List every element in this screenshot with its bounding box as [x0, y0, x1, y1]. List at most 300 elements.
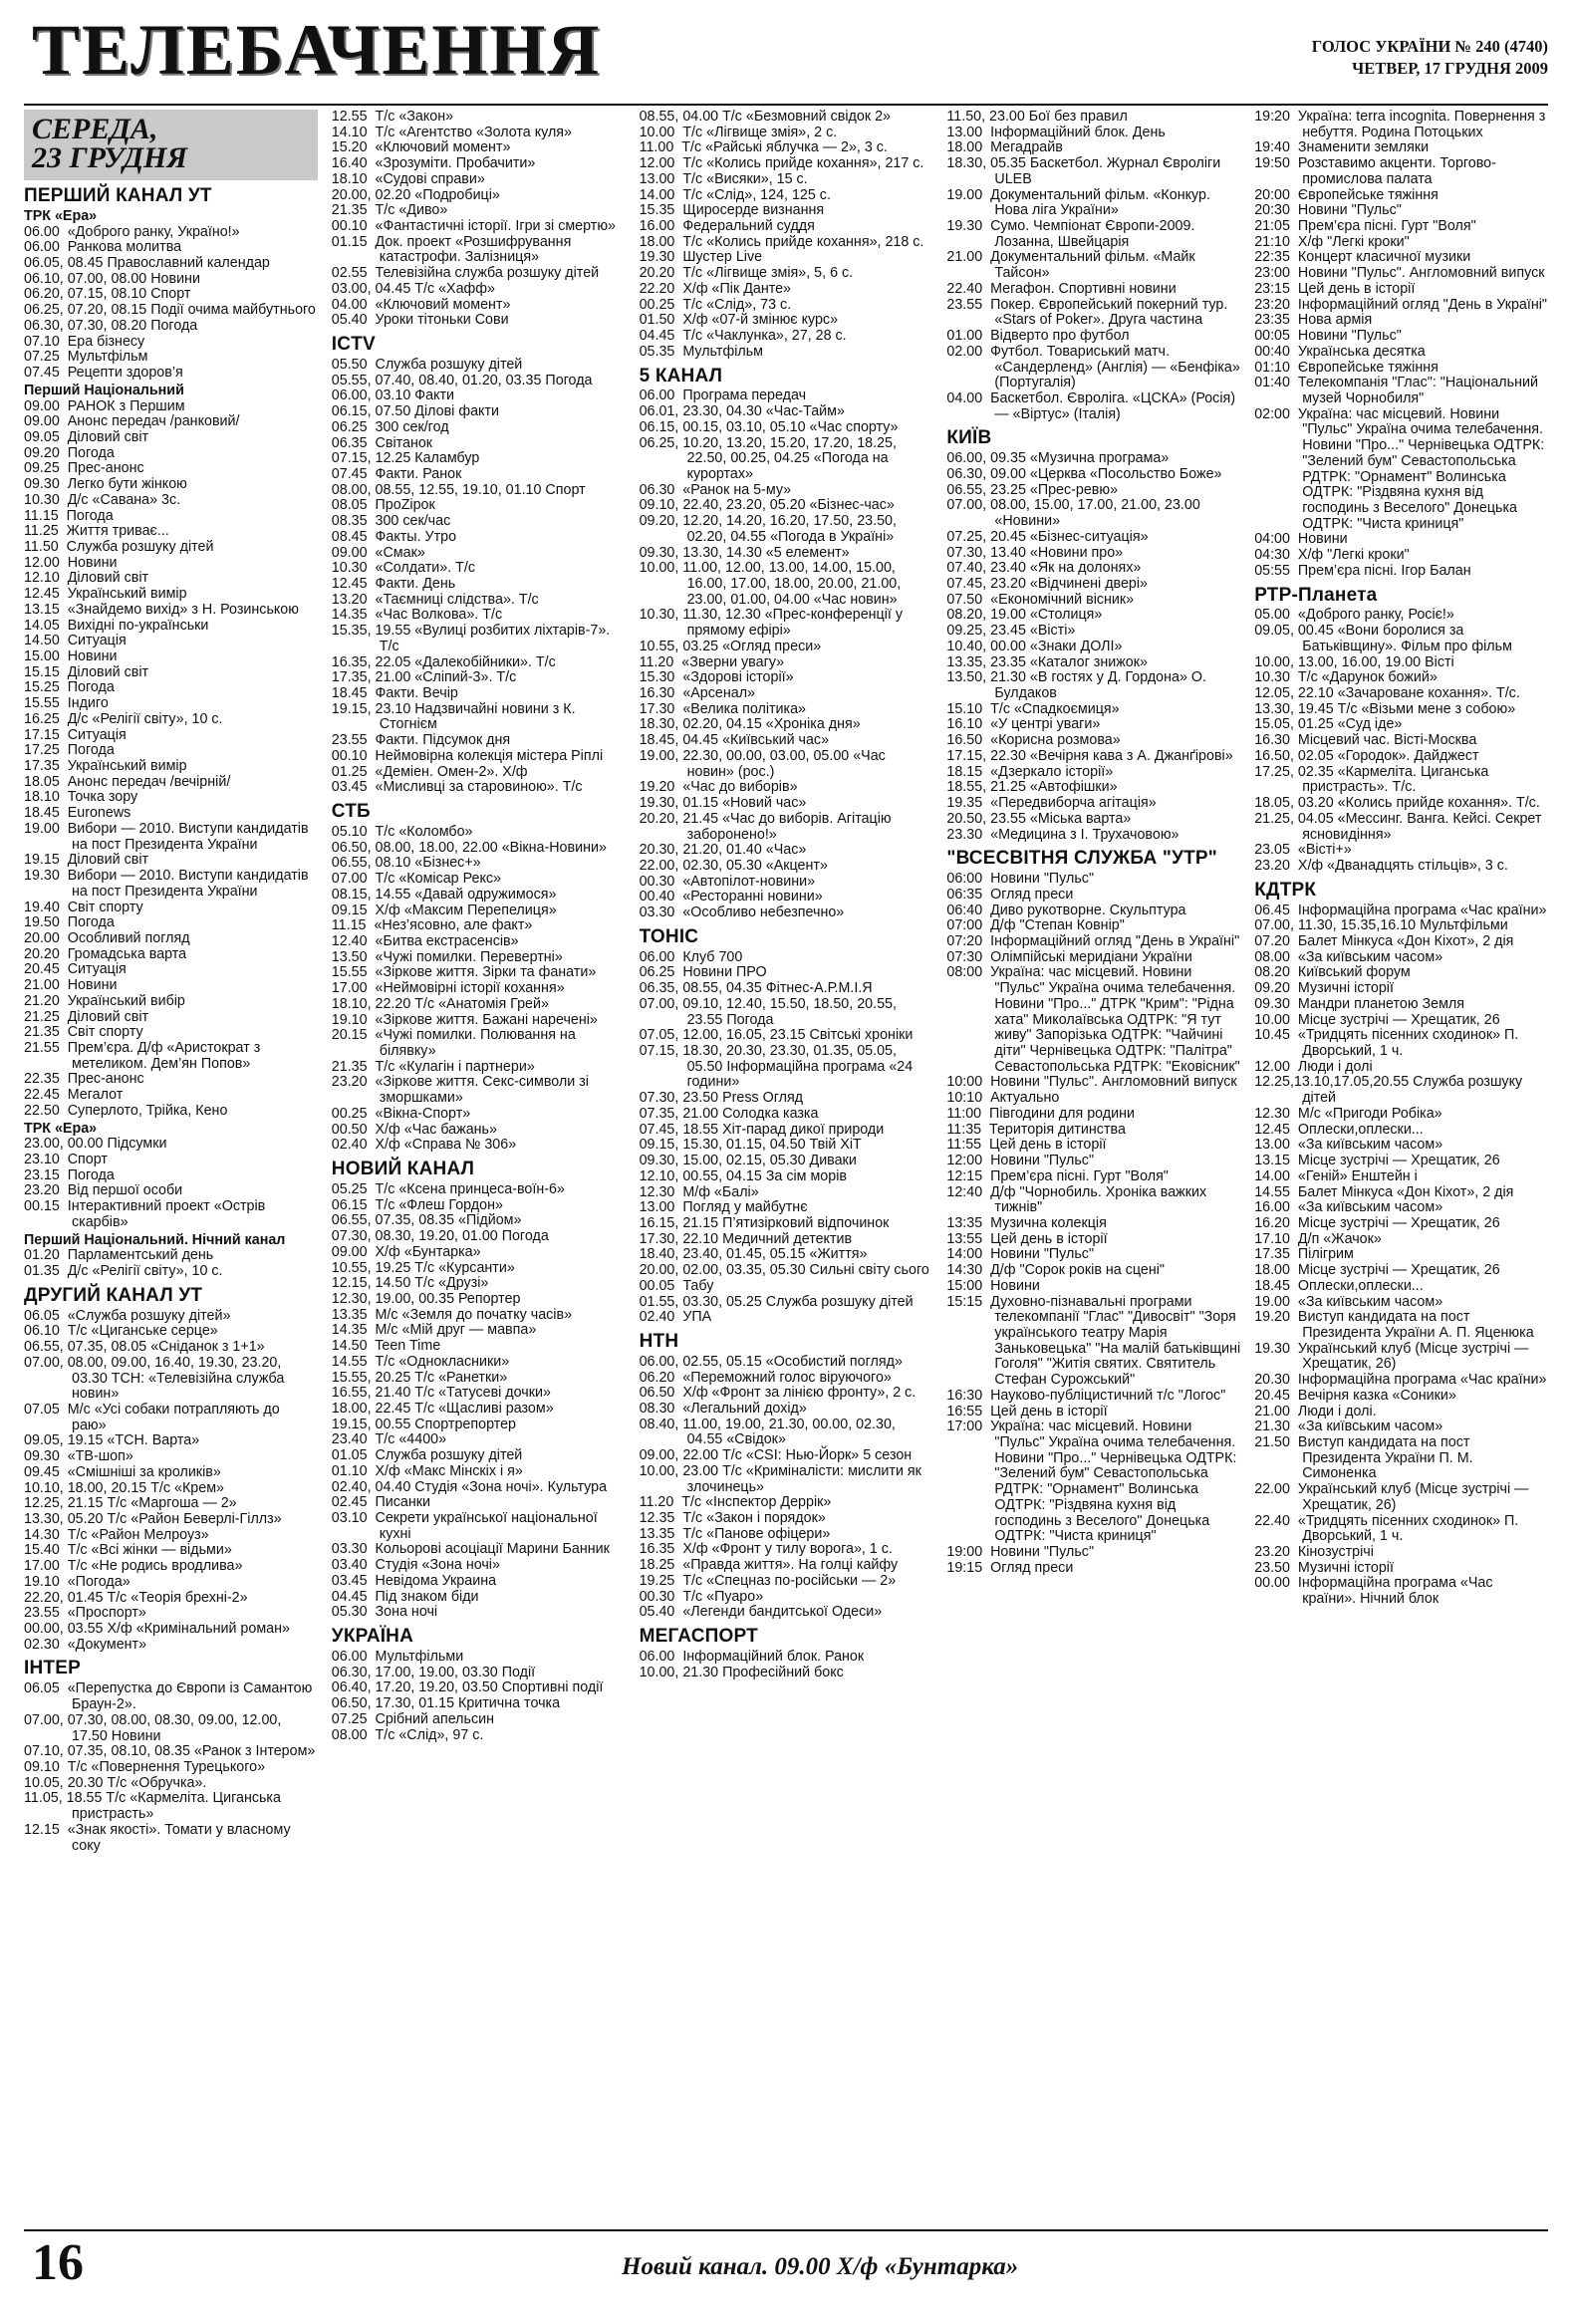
programme-entry: 04.00 «Ключовий момент» — [331, 296, 511, 313]
programme-entry: 09.25, 23.45 «Вісті» — [946, 623, 1076, 640]
programme-entry: 21.55 Прем’єра. Д/ф «Аристократ з метеликом. Дем’ян Попов» — [24, 1039, 265, 1072]
channel-heading: ДРУГИЙ КАНАЛ УТ — [24, 1284, 203, 1306]
channel-subheading: ТРК «Ера» — [24, 207, 98, 224]
programme-entry: 03.30 Кольорові асоціації Марини Банник — [331, 1541, 610, 1558]
programme-entry: 19:15 Огляд преси — [946, 1559, 1074, 1576]
programme-entry: 17.25, 02.35 «Кармеліта. Циганська пристрасть». Т/с. — [1254, 763, 1493, 796]
programme-entry: 12:00 Новини "Пульс" — [946, 1153, 1095, 1169]
column-body — [640, 110, 933, 1680]
programme-entry: 19.15, 00.55 Спортрепортер — [331, 1416, 516, 1432]
programme-entry: 05.55, 07.40, 08.40, 01.20, 03.35 Погода — [331, 372, 593, 388]
programme-entry: 12.30 М/с «Пригоди Робіка» — [1254, 1105, 1442, 1122]
programme-entry: 23:35 Нова армія — [1254, 312, 1373, 329]
listing-column-5 — [1254, 110, 1548, 2221]
programme-entry: 02.45 Писанки — [331, 1494, 431, 1511]
programme-entry: 07.00, 09.10, 12.40, 15.50, 18.50, 20.55, 23.55 Погода — [639, 995, 901, 1028]
programme-entry: 06:40 Диво рукотворне. Скульптура — [946, 902, 1186, 918]
programme-entry: 06.05 «Перепустка до Європи із Самантою Браун-2». — [24, 1680, 317, 1713]
programme-entry: 10.05, 20.30 Т/с «Обручка». — [24, 1774, 207, 1791]
programme-entry: 15.00 Новини — [24, 648, 118, 665]
programme-entry: 06.25 Новини ПРО — [639, 964, 767, 981]
programme-entry: 19.15, 23.10 Надзвичайні новини з К. Стогнієм — [331, 700, 580, 733]
programme-entry: 07.25 Мультфільм — [24, 349, 148, 366]
programme-entry: 06.00 Інформаційний блок. Ранок — [639, 1648, 865, 1665]
programme-entry: 06.50, 08.00, 18.00, 22.00 «Вікна-Новини» — [331, 839, 607, 856]
programme-entry: 01:40 Телекомпанія "Глас": "Національний музей Чорнобиля" — [1254, 375, 1542, 406]
programme-entry: 12.05, 22.10 «Зачароване кохання». Т/с. — [1254, 685, 1520, 702]
programme-entry: 19.30 Шустер Live — [639, 249, 763, 266]
programme-entry: 06.30, 17.00, 19.00, 03.30 Події — [331, 1664, 536, 1680]
programme-entry: 19:20 Україна: terra incognita. Повернення з небуття. Родина Потоцьких — [1254, 109, 1550, 140]
programme-entry: 01:10 Європейське тяжіння — [1254, 359, 1439, 376]
channel-heading: "ВСЕСВІТНЯ СЛУЖБА "УТР" — [946, 848, 1217, 870]
programme-entry: 07.15, 18.30, 20.30, 23.30, 01.35, 05.05, 05.50 Інформаційна програма «24 години» — [639, 1043, 917, 1091]
programme-entry: 11.20 «Зверни увагу» — [639, 653, 785, 670]
page-number: 16 — [32, 2234, 84, 2291]
programme-entry: 18.30, 02.20, 04.15 «Хроніка дня» — [639, 716, 861, 733]
programme-entry: 15.20 «Ключовий момент» — [331, 139, 511, 156]
programme-entry: 16.35, 22.05 «Далекобійники». Т/с — [331, 653, 556, 670]
programme-entry: 23.05 «Вісті+» — [1254, 842, 1352, 859]
programme-entry: 09.45 «Смішніші за кроликів» — [24, 1463, 221, 1480]
programme-entry: 13.15 «Знайдемо вихід» з Н. Розинською — [24, 601, 299, 618]
programme-entry: 08.30 «Легальний дохід» — [639, 1401, 807, 1418]
programme-entry: 07.30, 23.50 Press Огляд — [639, 1090, 804, 1107]
programme-entry: 08.45 Факты. Утро — [331, 528, 457, 545]
programme-entry: 15.35, 19.55 «Вулиці розбитих ліхтарів-7». Т/с — [331, 623, 615, 654]
programme-entry: 15.15 Діловий світ — [24, 663, 149, 680]
programme-entry: 06.35, 08.55, 04.35 Фітнес-А.Р.М.І.Я — [639, 980, 873, 997]
issue-date: ЧЕТВЕР, 17 ГРУДНЯ 2009 — [1352, 59, 1548, 79]
programme-entry: 09.00, 22.00 Т/с «CSI: Нью-Йорк» 5 сезон — [639, 1447, 913, 1464]
programme-entry: 13.30, 19.45 Т/с «Візьми мене з собою» — [1254, 700, 1516, 717]
programme-entry: 08.40, 11.00, 19.00, 21.30, 00.00, 02.30, 04.55 «Свідок» — [639, 1416, 900, 1448]
promo-line: Новий канал. 09.00 Х/ф «Бунтарка» — [622, 2253, 1019, 2280]
programme-entry: 19.00 Вибори — 2010. Виступи кандидатів на пост Президента України — [24, 820, 313, 853]
programme-entry: 18.10, 22.20 Т/с «Анатомія Грей» — [331, 995, 549, 1012]
programme-entry: 08.55, 04.00 Т/с «Безмовний свідок 2» — [639, 109, 891, 125]
programme-entry: 06.00 Мультфільми — [331, 1648, 464, 1665]
programme-entry: 23.20 Х/ф «Дванадцять стільців», 3 с. — [1254, 857, 1508, 874]
programme-entry: 21.35 Світ спорту — [24, 1024, 143, 1041]
programme-entry: 12.30 М/ф «Балі» — [639, 1183, 759, 1200]
programme-entry: 06.55, 07.35, 08.35 «Підйом» — [331, 1212, 522, 1229]
programme-entry: 07.20 Балет Мінкуса «Дон Кіхот», 2 дія — [1254, 933, 1514, 949]
listing-column-3 — [640, 110, 933, 2221]
programme-entry: 09.30 «ТВ-шоп» — [24, 1448, 133, 1465]
programme-entry: 20.15 «Чужі помилки. Полювання на білявку» — [331, 1027, 580, 1060]
programme-entry: 10.55, 03.25 «Огляд преси» — [639, 638, 822, 654]
programme-entry: 09.20, 12.20, 14.20, 16.20, 17.50, 23.50, 02.20, 04.55 «Погода в Україні» — [639, 513, 901, 545]
programme-entry: 05.10 Т/с «Коломбо» — [331, 823, 473, 840]
programme-entry: 10.30 Д/с «Савана» 3с. — [24, 491, 181, 508]
programme-entry: 13.20 «Таємниці слідства». Т/с — [331, 591, 539, 608]
programme-entry: 06.55, 07.35, 08.05 «Сніданок з 1+1» — [24, 1339, 265, 1356]
programme-entry: 01.55, 03.30, 05.25 Служба розшуку дітей — [639, 1293, 914, 1310]
programme-entry: 05.35 Мультфільм — [639, 343, 764, 360]
programme-entry: 00.40 «Ресторанні новини» — [639, 889, 823, 905]
newspaper-issue: ГОЛОС УКРАЇНИ № 240 (4740) — [1311, 37, 1548, 56]
programme-entry: 04.45 Т/с «Чаклунка», 27, 28 с. — [639, 328, 847, 345]
programme-entry: 00.25 «Вікна-Спорт» — [331, 1105, 471, 1122]
programme-entry: 07:30 Олімпійські меридіани України — [946, 948, 1192, 965]
programme-entry: 12.45 Оплески,оплески... — [1254, 1121, 1424, 1138]
programme-entry: 23.20 Від першої особи — [24, 1182, 183, 1199]
programme-entry: 16.15, 21.15 П’ятизірковий відпочинок — [639, 1214, 890, 1231]
programme-entry: 23:20 Інформаційний огляд "День в Україні" — [1254, 296, 1547, 313]
programme-entry: 06.15, 07.50 Ділові факти — [331, 403, 499, 420]
programme-entry: 21.35 Т/с «Диво» — [331, 202, 448, 219]
programme-entry: 14.35 «Час Волкова». Т/с — [331, 607, 503, 624]
programme-entry: 19.30, 01.15 «Новий час» — [639, 795, 807, 812]
programme-entry: 09.00 Анонс передач /ранковий/ — [24, 413, 240, 430]
programme-entry: 09.00 РАНОК з Першим — [24, 397, 185, 414]
programme-entry: 09.30, 13.30, 14.30 «5 елемент» — [639, 544, 850, 561]
programme-entry: 16.40 «Зрозуміти. Пробачити» — [331, 155, 536, 172]
programme-entry: 23.20 Кінозустрічі — [1254, 1544, 1374, 1561]
programme-entry: 13.35 Т/с «Панове офіцери» — [639, 1525, 831, 1542]
programme-entry: 23.10 Спорт — [24, 1152, 108, 1168]
programme-entry: 12.25,13.10,17.05,20.55 Служба розшуку дітей — [1254, 1074, 1527, 1107]
programme-entry: 02.00 Футбол. Товариський матч. «Сандерленд» (Англія) — «Бенфіка» (Португалія) — [946, 343, 1244, 391]
programme-entry: 10.30 Т/с «Дарунок божий» — [1254, 669, 1438, 686]
programme-entry: 20.20 Громадська варта — [24, 945, 187, 962]
programme-entry: 18.00 Місце зустрічі — Хрещатик, 26 — [1254, 1262, 1500, 1279]
programme-entry: 16:30 Науково-публіцистичний т/с "Логос" — [946, 1387, 1226, 1404]
programme-entry: 10.00 Місце зустрічі — Хрещатик, 26 — [1254, 1011, 1500, 1028]
programme-entry: 07.00, 11.30, 15.35,16.10 Мультфільми — [1254, 917, 1508, 934]
programme-entry: 12.10 Діловий світ — [24, 570, 149, 587]
programme-entry: 20.20 Т/с «Лігвище змія», 5, 6 с. — [639, 265, 854, 282]
programme-entry: 12.40 «Битва екстрасенсів» — [331, 933, 519, 949]
programme-entry: 19.20 «Час до виборів» — [639, 779, 798, 796]
programme-entry: 21.35 Т/с «Кулагін і партнери» — [331, 1058, 535, 1075]
programme-entry: 12.35 Т/с «Закон і порядок» — [639, 1510, 826, 1527]
channel-subheading: ТРК «Ера» — [24, 1120, 98, 1137]
channel-heading: 5 КАНАЛ — [639, 365, 723, 387]
programme-entry: 22.45 Мегалот — [24, 1087, 124, 1104]
programme-entry: 00.15 Інтерактивний проект «Острів скарбів» — [24, 1198, 270, 1230]
programme-entry: 01.15 Док. проект «Розшифрування катастрофи. Залізниця» — [331, 233, 576, 266]
programme-entry: 11:35 Територія дитинства — [946, 1121, 1126, 1138]
programme-entry: 14:00 Новини "Пульс" — [946, 1246, 1095, 1263]
programme-entry: 02.30 «Документ» — [24, 1636, 147, 1653]
channel-heading: СТБ — [331, 801, 371, 823]
programme-entry: 12.00 Т/с «Колись прийде кохання», 217 с. — [639, 155, 924, 172]
programme-entry: 18.40, 23.40, 01.45, 05.15 «Життя» — [639, 1246, 868, 1263]
programme-entry: 13:35 Музична колекція — [946, 1214, 1107, 1231]
programme-entry: 10.40, 00.00 «Знаки ДОЛІ» — [946, 638, 1123, 654]
day-banner — [24, 110, 318, 180]
programme-entry: 05.30 Зона ночі — [331, 1604, 438, 1621]
channel-heading: ПЕРШИЙ КАНАЛ УТ — [24, 185, 212, 206]
programme-entry: 08.00 Т/с «Слід», 97 с. — [331, 1726, 484, 1743]
programme-entry: 23.55 «Проспорт» — [24, 1605, 146, 1622]
programme-entry: 04:00 Новини — [1254, 531, 1348, 548]
programme-entry: 14.50 Teen Time — [331, 1338, 441, 1355]
programme-entry: 18.00 Т/с «Колись прийде кохання», 218 с. — [639, 233, 924, 250]
programme-entry: 07.40, 23.40 «Як на долонях» — [946, 560, 1142, 577]
programme-entry: 22:35 Концерт класичної музики — [1254, 249, 1471, 266]
programme-entry: 17.15 Ситуація — [24, 726, 127, 743]
channel-heading: МЕГАСПОРТ — [639, 1626, 758, 1648]
issue-info — [1312, 36, 1548, 81]
programme-entry: 11.05, 18.55 Т/с «Кармеліта. Циганська пристрасть» — [24, 1790, 285, 1823]
programme-entry: 12.45 Факти. День — [331, 576, 456, 593]
programme-entry: 16.25 Д/с «Релігії світу», 10 с. — [24, 710, 223, 727]
programme-entry: 18.05, 03.20 «Колись прийде кохання». Т/с. — [1254, 795, 1540, 812]
programme-entry: 08.20, 19.00 «Столиця» — [946, 607, 1103, 624]
programme-entry: 07.10, 07.35, 08.10, 08.35 «Ранок з Інтером» — [24, 1743, 316, 1760]
programme-entry: 22.40 «Тридцять пісенних сходинок» П. Дворський, 1 ч. — [1254, 1512, 1523, 1545]
programme-entry: 14:30 Д/ф "Сорок років на сцені" — [946, 1262, 1165, 1279]
programme-entry: 00.50 Х/ф «Час бажань» — [331, 1121, 497, 1138]
programme-entry: 20:00 Європейське тяжіння — [1254, 186, 1439, 203]
programme-entry: 01.10 Х/ф «Макс Мінскіх і я» — [331, 1462, 523, 1479]
programme-entry: 20.30, 21.20, 01.40 «Час» — [639, 842, 807, 859]
programme-entry: 21.30 «За київським часом» — [1254, 1419, 1443, 1435]
programme-entry: 12:15 Прем’єра пісні. Гурт "Воля" — [946, 1167, 1169, 1184]
programme-entry: 07.00, 07.30, 08.00, 08.30, 09.00, 12.00, 17.50 Новини — [24, 1711, 286, 1744]
programme-entry: 07.45, 23.20 «Відчинені двері» — [946, 576, 1148, 593]
programme-entry: 13.00 Т/с «Висяки», 15 с. — [639, 170, 808, 187]
programme-entry: 07:20 Інформаційний огляд "День в Україні" — [946, 933, 1240, 949]
programme-entry: 06.05, 08.45 Православний календар — [24, 255, 270, 272]
programme-entry: 09.10 Т/с «Повернення Турецького» — [24, 1758, 266, 1775]
programme-entry: 06.00 Програма передач — [639, 387, 807, 404]
programme-entry: 22.20 Х/ф «Пік Данте» — [639, 280, 792, 297]
programme-entry: 15.40 Т/с «Всі жінки — відьми» — [24, 1542, 232, 1559]
programme-entry: 17.15, 22.30 «Вечірня кава з А. Джанґірові» — [946, 747, 1233, 764]
programme-entry: 05.40 «Легенди бандитської Одеси» — [639, 1604, 883, 1621]
programme-entry: 14.55 Т/с «Однокласники» — [331, 1353, 510, 1370]
programme-entry: 06.20 «Переможний голос віруючого» — [639, 1369, 892, 1386]
channel-heading: ICTV — [331, 334, 376, 356]
programme-entry: 07.45 Рецепти здоров’я — [24, 365, 183, 382]
programme-entry: 10.45 «Тридцять пісенних сходинок» П. Дворський, 1 ч. — [1254, 1027, 1523, 1060]
programme-entry: 23.00, 00.00 Підсумки — [24, 1136, 167, 1153]
programme-entry: 16.00 «За київським часом» — [1254, 1199, 1443, 1216]
footer — [24, 2234, 1548, 2297]
programme-entry: 23.50 Музичні історії — [1254, 1559, 1394, 1576]
programme-entry: 19.10 «Зіркове життя. Бажані наречені» — [331, 1011, 598, 1028]
programme-entry: 14.55 Балет Мінкуса «Дон Кіхот», 2 дія — [1254, 1183, 1514, 1200]
programme-entry: 21.00 Новини — [24, 977, 118, 994]
programme-entry: 19.50 Погода — [24, 914, 115, 931]
programme-entry: 18.45, 04.45 «Київський час» — [639, 732, 830, 749]
programme-entry: 15.35 Щиросерде визнання — [639, 202, 825, 219]
programme-entry: 21.20 Український вибір — [24, 992, 185, 1009]
programme-entry: 21.00 Документальний фільм. «Майк Тайсон» — [946, 249, 1199, 282]
programme-entry: 09.05, 00.45 «Вони боролися за Батьківщину». Фільм про фільм — [1254, 623, 1512, 654]
programme-entry: 16.20 Місце зустрічі — Хрещатик, 26 — [1254, 1214, 1500, 1231]
programme-entry: 20.50, 23.55 «Міська варта» — [946, 810, 1132, 827]
programme-entry: 07.05 М/с «Усі собаки потрапляють до раю» — [24, 1401, 284, 1433]
programme-entry: 00:05 Новини "Пульс" — [1254, 328, 1402, 345]
programme-entry: 06.00, 09.35 «Музична програма» — [946, 450, 1170, 467]
programme-entry: 10.30 «Солдати». Т/с — [331, 560, 476, 577]
section-title: ТЕЛЕБАЧЕННЯ — [32, 10, 602, 90]
programme-entry: 13.30, 05.20 Т/с «Район Беверлі-Гіллз» — [24, 1511, 282, 1527]
programme-entry: 18.25 «Правда життя». На голці кайфу — [639, 1557, 899, 1574]
programme-entry: 17.00 Т/с «Не родись вродлива» — [24, 1558, 243, 1575]
programme-entry: 18.30, 05.35 Баскетбол. Журнал Євроліги ULEB — [946, 155, 1225, 187]
programme-entry: 06.15 Т/с «Флеш Гордон» — [331, 1196, 503, 1213]
programme-entry: 02.40 УПА — [639, 1309, 712, 1326]
programme-entry: 23.15 Погода — [24, 1166, 115, 1183]
programme-entry: 18.00, 22.45 Т/с «Щасливі разом» — [331, 1401, 554, 1418]
programme-entry: 13.00 Інформаційний блок. День — [946, 124, 1166, 140]
programme-entry: 06.00 Клуб 700 — [639, 948, 743, 965]
programme-entry: 09.20 Музичні історії — [1254, 980, 1394, 997]
programme-entry: 00.30 Т/с «Пуаро» — [639, 1588, 764, 1605]
programme-entry: 19.30 Український клуб (Місце зустрічі — Хрещатик, 26) — [1254, 1340, 1533, 1373]
programme-entry: 07.00, 08.00, 15.00, 17.00, 21.00, 23.00 «Новини» — [946, 497, 1204, 530]
programme-entry: 04.00 Баскетбол. Євроліга. «ЦСКА» (Росія) — «Віртус» (Італія) — [946, 389, 1239, 422]
programme-entry: 11.25 Життя триває... — [24, 523, 169, 540]
programme-entry: 21:10 Х/ф "Легкі кроки" — [1254, 233, 1410, 250]
programme-entry: 11.20 Т/с «Інспектор Деррік» — [639, 1494, 832, 1511]
programme-entry: 09.10, 22.40, 23.20, 05.20 «Бізнес-час» — [639, 497, 895, 514]
listing-column-2 — [332, 110, 626, 2221]
programme-entry: 19.30 Вибори — 2010. Виступи кандидатів на пост Президента України — [24, 868, 313, 900]
programme-entry: 23.55 Покер. Європейський покерний тур. «Stars of Poker». Друга частина — [946, 296, 1232, 329]
programme-entry: 05.00 «Доброго ранку, Росіє!» — [1254, 607, 1454, 624]
programme-entry: 20.45 Ситуація — [24, 961, 127, 978]
programme-entry: 08.15, 14.55 «Давай одружимося» — [331, 886, 557, 903]
programme-entry: 19.10 «Погода» — [24, 1573, 131, 1590]
programme-entry: 16.10 «У центрі уваги» — [946, 716, 1101, 733]
channel-heading: НОВИЙ КАНАЛ — [331, 1159, 475, 1180]
programme-entry: 01.05 Служба розшуку дітей — [331, 1447, 523, 1464]
programme-entry: 18.05 Анонс передач /вечірній/ — [24, 773, 231, 790]
programme-entry: 16.50 «Корисна розмова» — [946, 732, 1121, 749]
programme-entry: 10.00, 11.00, 12.00, 13.00, 14.00, 15.00, 16.00, 17.00, 18.00, 20.00, 21.00, 23.00, 01.00, 04.00 «Час новин» — [639, 560, 906, 608]
programme-entry: 09.20 Погода — [24, 444, 115, 461]
programme-entry: 20.00, 02.00, 03.35, 05.30 Сильні світу сього — [639, 1262, 929, 1279]
programme-entry: 08.05 ПроZірок — [331, 497, 435, 514]
programme-entry: 10.00, 21.30 Професійний бокс — [639, 1664, 844, 1680]
programme-entry: 13:55 Цей день в історії — [946, 1230, 1108, 1247]
programme-entry: 14.50 Ситуація — [24, 633, 127, 649]
programme-entry: 03.10 Секрети української національної кухні — [331, 1510, 602, 1542]
programme-entry: 23.30 «Медицина з І. Трухачовою» — [946, 826, 1179, 843]
programme-entry: 23:00 Новини "Пульс". Англомовний випуск — [1254, 265, 1545, 282]
programme-entry: 06.01, 23.30, 04.30 «Час-Тайм» — [639, 403, 845, 420]
programme-entry: 19:50 Розставимо акценти. Торгово-промислова палата — [1254, 155, 1496, 187]
programme-entry: 03.00, 04.45 Т/с «Хафф» — [331, 280, 496, 297]
programme-entry: 10:10 Актуально — [946, 1090, 1060, 1107]
programme-entry: 10.00, 13.00, 16.00, 19.00 Вісті — [1254, 653, 1454, 670]
programme-entry: 22.40 Мегафон. Спортивні новини — [946, 280, 1177, 297]
programme-entry: 19.00 Документальний фільм. «Конкур. Нова ліга України» — [946, 186, 1214, 219]
programme-entry: 06.30, 07.30, 08.20 Погода — [24, 317, 198, 334]
programme-entry: 06.55, 23.25 «Прес-ревю» — [946, 481, 1119, 498]
programme-entry: 16:55 Цей день в історії — [946, 1403, 1108, 1420]
programme-entry: 07.25 Срібний апельсин — [331, 1710, 494, 1727]
programme-entry: 06.05 «Служба розшуку дітей» — [24, 1307, 231, 1324]
programme-entry: 11:55 Цей день в історії — [946, 1137, 1107, 1154]
programme-entry: 08.20 Київський форум — [1254, 964, 1411, 981]
programme-entry: 17.35 Український вимір — [24, 758, 187, 775]
listings-columns — [24, 110, 1548, 2221]
programme-entry: 15.55 Індиго — [24, 695, 109, 712]
programme-entry: 03.45 «Мисливці за старовиною». Т/с — [331, 779, 583, 796]
programme-entry: 10.30, 11.30, 12.30 «Прес-конференції у прямому ефірі» — [639, 607, 907, 640]
programme-entry: 06.25, 10.20, 13.20, 15.20, 17.20, 18.25, 22.50, 00.25, 04.25 «Погода на курортах» — [639, 434, 901, 482]
programme-entry: 05.40 Уроки тітоньки Сови — [331, 312, 509, 329]
programme-entry: 02.40, 04.40 Студія «Зона ночі». Культура — [331, 1478, 608, 1495]
programme-entry: 11.50, 23.00 Бої без правил — [946, 109, 1128, 125]
programme-entry: 18.10 «Судові справи» — [331, 170, 485, 187]
programme-entry: 19.00, 22.30, 00.00, 03.00, 05.00 «Час новин» (рос.) — [639, 747, 890, 780]
programme-entry: 00.00, 03.55 Х/ф «Кримінальний роман» — [24, 1621, 290, 1638]
programme-entry: 14.35 М/с «Мій друг — мавпа» — [331, 1322, 537, 1339]
masthead-area — [24, 10, 1548, 104]
programme-entry: 11.15 Погода — [24, 507, 114, 524]
channel-heading: ІНТЕР — [24, 1658, 81, 1679]
programme-entry: 07.05, 12.00, 16.05, 23.15 Світські хроніки — [639, 1027, 914, 1044]
programme-entry: 06.30, 09.00 «Церква «Посольство Боже» — [946, 465, 1222, 482]
programme-entry: 07.45 Факти. Ранок — [331, 465, 462, 482]
programme-entry: 22.50 Суперлото, Трійка, Кено — [24, 1102, 228, 1119]
programme-entry: 19.00 «За київським часом» — [1254, 1293, 1443, 1310]
programme-entry: 06.20, 07.15, 08.10 Спорт — [24, 286, 191, 303]
programme-entry: 07.45, 18.55 Хіт-парад дикої природи — [639, 1121, 885, 1138]
programme-entry: 10:00 Новини "Пульс". Англомовний випуск — [946, 1074, 1237, 1091]
programme-entry: 09.05 Діловий світ — [24, 428, 149, 445]
programme-entry: 10.10, 18.00, 20.15 Т/с «Крем» — [24, 1479, 224, 1496]
programme-entry: 22.20, 01.45 Т/с «Теорія брехні-2» — [24, 1589, 248, 1606]
programme-entry: 06:35 Огляд преси — [946, 886, 1074, 903]
programme-entry: 17.25 Погода — [24, 742, 115, 759]
programme-entry: 07.30, 08.30, 19.20, 01.00 Погода — [331, 1228, 549, 1245]
programme-entry: 11.15 «Нез’ясовно, але факт» — [331, 917, 533, 934]
programme-entry: 01.35 Д/с «Релігії світу», 10 с. — [24, 1263, 223, 1280]
programme-entry: 18.10 Точка зору — [24, 789, 138, 806]
channel-heading: УКРАЇНА — [331, 1626, 414, 1648]
programme-entry: 15.05, 01.25 «Суд іде» — [1254, 716, 1403, 733]
programme-entry: 10.00, 23.00 Т/с «Криміналісти: мислити як злочинець» — [639, 1462, 925, 1495]
programme-entry: 07.30, 13.40 «Новини про» — [946, 544, 1124, 561]
channel-heading: РТР-Планета — [1254, 584, 1378, 606]
programme-entry: 14.00 Т/с «Слід», 124, 125 с. — [639, 186, 831, 203]
bottom-rule — [24, 2229, 1548, 2231]
programme-entry: 00.25 Т/с «Слід», 73 с. — [639, 296, 792, 313]
programme-entry: 09.30 Легко бути жінкою — [24, 476, 187, 493]
programme-entry: 20.45 Вечірня казка «Соники» — [1254, 1387, 1456, 1404]
programme-entry: 06.40, 17.20, 19.20, 03.50 Спортивні події — [331, 1679, 604, 1696]
programme-entry: 14.30 Т/с «Район Мелроуз» — [24, 1526, 209, 1543]
programme-entry: 15.55 «Зіркове життя. Зірки та фанати» — [331, 964, 597, 981]
day-banner-weekday: СЕРЕДА, — [32, 113, 158, 145]
programme-entry: 02.40 Х/ф «Справа № 306» — [331, 1137, 517, 1154]
programme-entry: 13.50, 21.30 «В гостях у Д. Гордона» О. Булдаков — [946, 669, 1210, 702]
programme-entry: 07.00 Т/с «Комісар Рекс» — [331, 871, 501, 888]
programme-entry: 20.30 Інформаційна програма «Час країни» — [1254, 1372, 1547, 1389]
programme-entry: 08.35 300 сек/час — [331, 513, 451, 530]
programme-entry: 23.55 Факти. Підсумок дня — [331, 732, 511, 749]
programme-entry: 19.25 Т/с «Спецназ по-російськи — 2» — [639, 1572, 897, 1589]
programme-entry: 12.00 Люди і долі — [1254, 1058, 1373, 1075]
programme-entry: 11:00 Півгодини для родини — [946, 1105, 1136, 1122]
programme-entry: 18.45 Факти. Вечір — [331, 685, 458, 702]
programme-entry: 14.05 Вихідні по-українськи — [24, 617, 209, 634]
programme-entry: 09.05, 19.15 «ТСН. Варта» — [24, 1432, 200, 1449]
programme-entry: 15.30 «Здорові історії» — [639, 669, 794, 686]
programme-entry: 17.35 Пілігрим — [1254, 1246, 1354, 1263]
programme-entry: 06.10, 07.00, 08.00 Новини — [24, 270, 200, 287]
